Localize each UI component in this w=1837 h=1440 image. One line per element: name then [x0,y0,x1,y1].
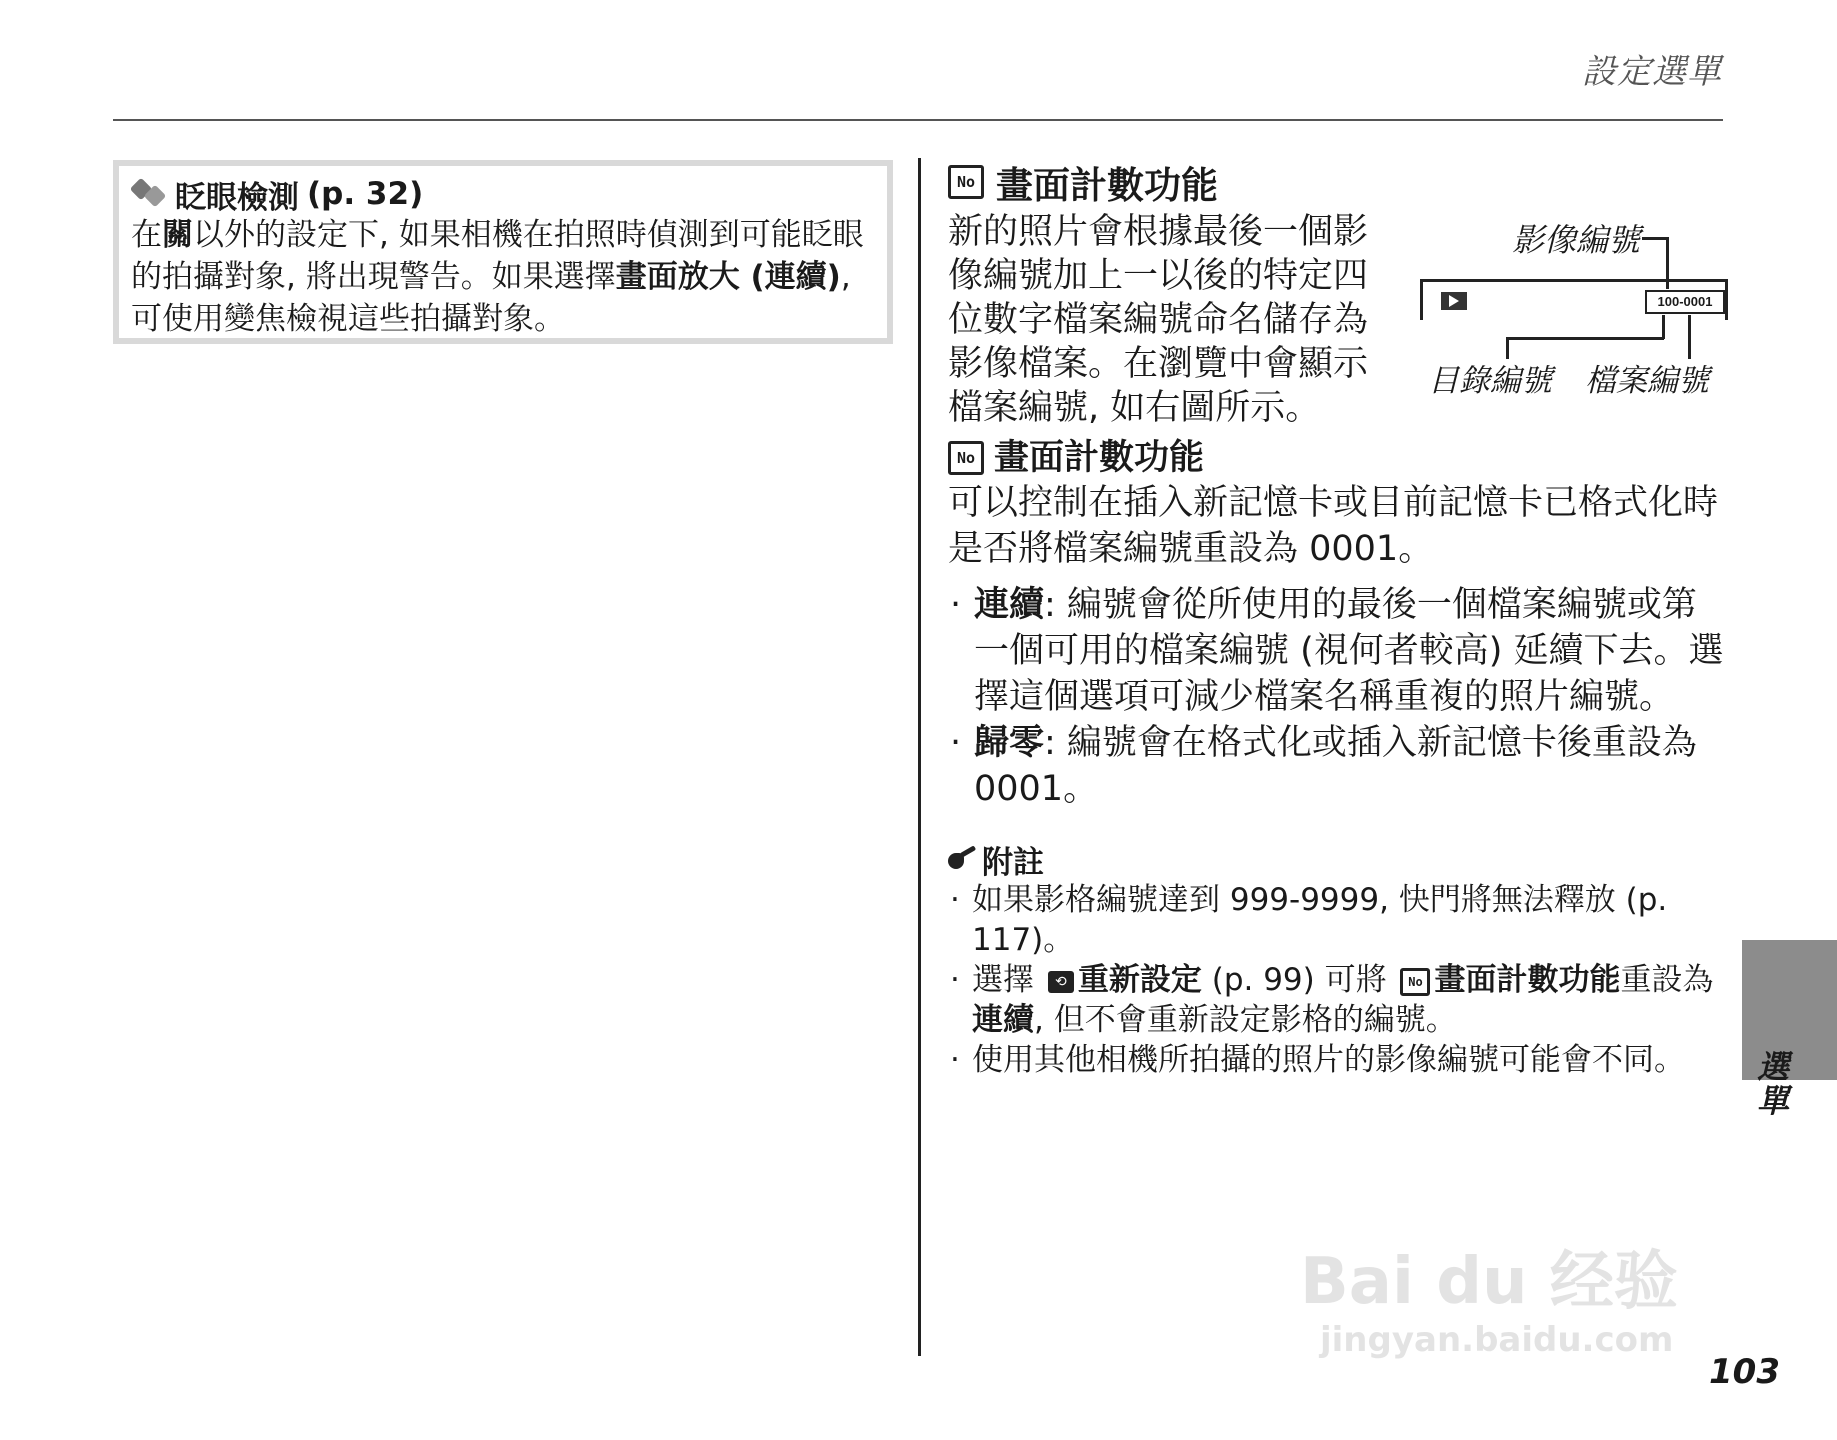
note-continuous-term: 連續 [972,1002,1034,1038]
frame-number-title-text: 畫面計數功能 [996,164,1218,207]
frame-number-intro-continued: 可以控制在插入新記憶卡或目前記憶卡已格式化時是否將檔案編號重設為 0001。 [948,483,1719,569]
pointing-hand-icon [948,847,974,871]
option-term: 歸零 [974,723,1045,763]
blink-title-text: 眨眼檢測 [175,179,299,216]
note-text: 重設為 [1620,962,1714,998]
inline-frame-number-title [948,436,1204,480]
note-text: , 但不會重新設定影格的編號。 [1034,1002,1457,1038]
blink-option-zoom: 畫面放大 (連續) [615,259,841,295]
page-header-title: 設定選單 [1582,52,1722,92]
note-item: · 使用其他相機所拍攝的照片的影像編號可能會不同。 [948,1040,1728,1080]
blink-page-ref: (p. 32) [307,176,424,212]
note-text: 選擇 [972,962,1034,998]
blink-body-text: 在 [131,217,162,253]
file-number-label: 檔案編號 [1585,363,1709,399]
reset-icon: ⟲ [1048,971,1074,993]
frame-number-icon: No [948,165,984,199]
blink-body-text: , 可使用變焦檢視這些拍攝對象。 [131,259,851,337]
blink-detection-body [131,214,875,340]
diagram-leader-line [1662,315,1665,339]
playback-icon [1441,292,1467,310]
note-text: (p. 99) 可將 [1211,962,1387,998]
option-continuous [948,582,1728,720]
frame-number-icon: No [1400,968,1430,996]
directory-number-label: 目錄編號 [1428,363,1552,399]
diagram-leader-line [1642,237,1668,240]
blink-detection-icon [131,179,167,209]
blink-detection-box [113,160,893,344]
note-title-term: 畫面計數功能 [1434,962,1621,998]
image-number-label: 影像編號 [1512,221,1641,259]
blink-detection-title [131,174,875,214]
file-number-display: 100-0001 [1645,290,1725,314]
frame-number-intro-title-line [948,430,1728,480]
watermark-logo: Bai du 经验 [1300,1245,1678,1319]
option-term: 連續 [974,585,1045,625]
frame-number-intro: 新的照片會根據最後一個影像編號加上一以後的特定四位數字檔案編號命名儲存為影像檔案。在瀏覽中會顯示檔案編號, 如右圖所示。 [948,212,1369,428]
option-description: : 編號會在格式化或插入新記憶卡後重設為 0001。 [974,723,1697,809]
note-item: · 如果影格編號達到 999-9999, 快門將無法釋放 (p. 117)。 [948,880,1728,960]
column-divider [918,158,921,1356]
frame-number-title [948,158,1728,206]
blink-body-text: 以外的設定下, 如果相機在拍照時偵測到可能眨眼的拍攝對象, 將出現警告。如果選擇 [131,217,864,295]
note-reset-term: 重新設定 [1077,962,1202,998]
diagram-leader-line [1506,337,1664,340]
blink-option-off: 關 [162,217,193,253]
notes-heading [948,838,1728,880]
notes-title: 附註 [982,844,1044,881]
page-number: 103 [1709,1352,1780,1392]
watermark-url: jingyan.baidu.com [1320,1320,1674,1360]
option-renew [948,720,1728,812]
side-tab-label: 選單 [1752,1050,1790,1118]
header-rule [113,119,1723,121]
diagram-leader-line [1688,315,1691,359]
baidu-watermark [1300,1170,1730,1370]
inline-title-text: 畫面計數功能 [994,438,1205,478]
frame-number-icon: No [948,441,984,475]
frame-number-options [948,582,1728,812]
note-item [948,960,1728,1040]
option-description: : 編號會從所使用的最後一個檔案編號或第一個可用的檔案編號 (視何者較高) 延續下去。選擇這個選項可減少檔案名稱重複的照片編號。 [974,585,1724,717]
playback-frame [1420,279,1728,320]
file-number-diagram [1420,205,1730,405]
